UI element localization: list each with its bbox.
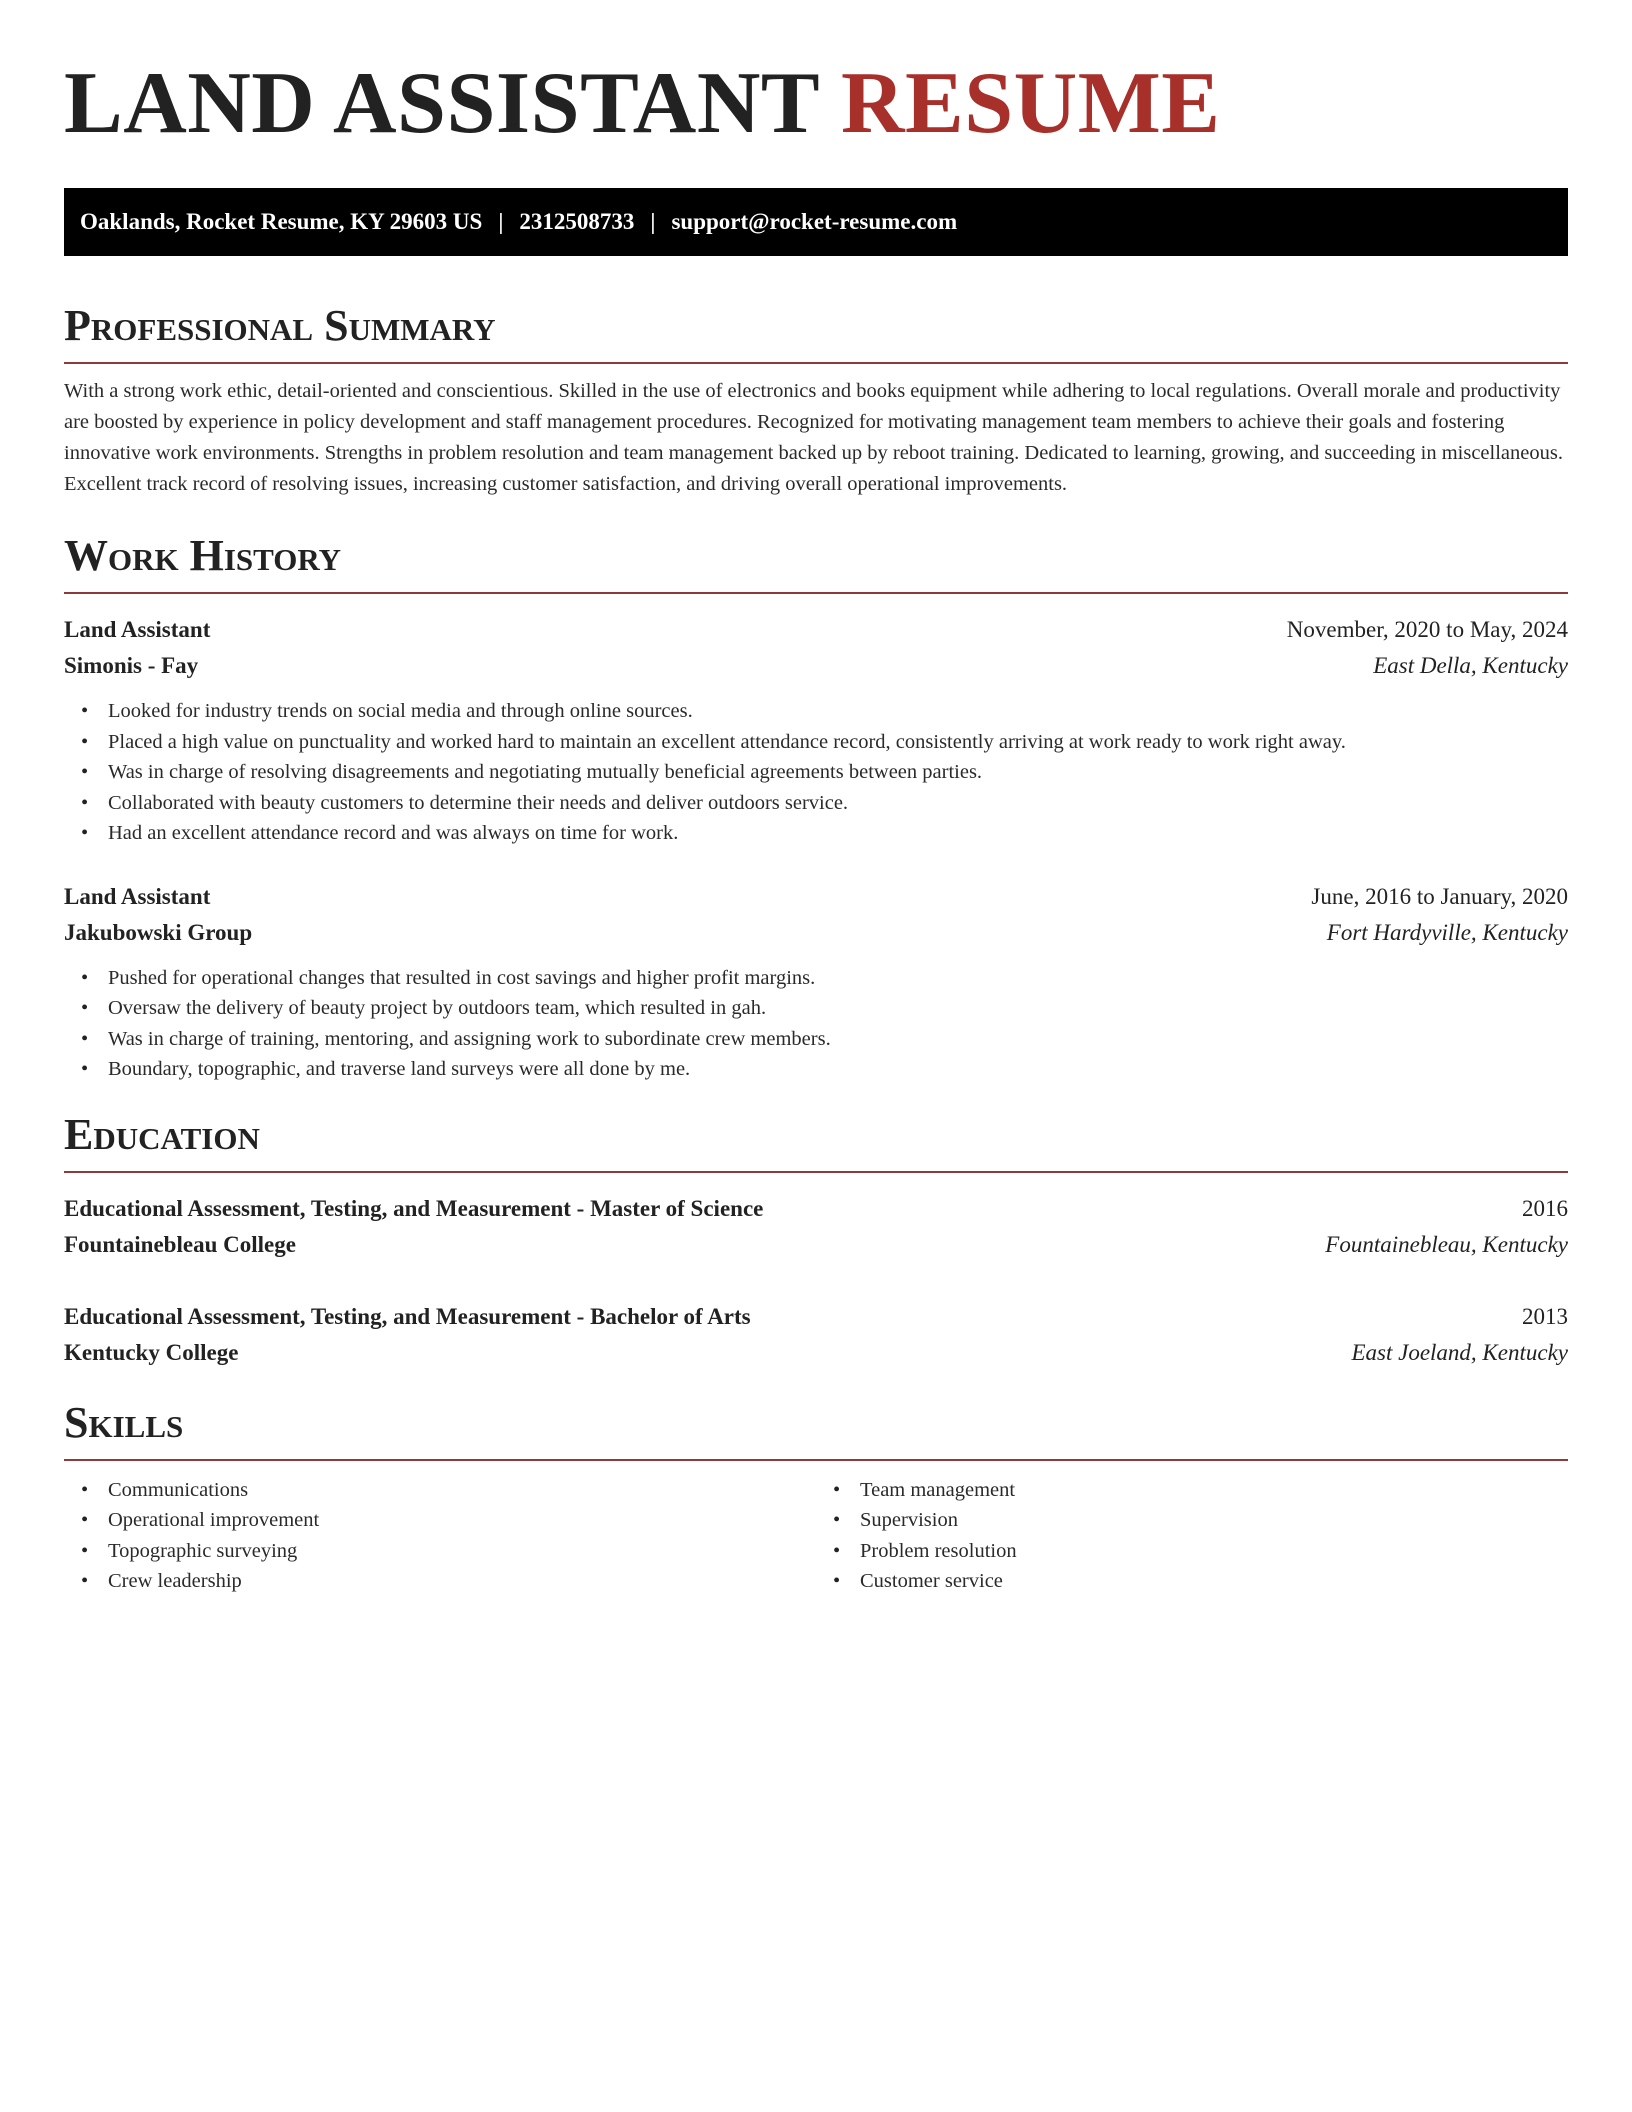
job-location: Fort Hardyville, Kentucky <box>1326 919 1568 945</box>
skills-section <box>64 1397 1568 1597</box>
skills-column-left <box>64 1475 816 1597</box>
job-bullet: • Was in charge of resolving disagreements and negotiating mutually beneficial agreements between parties. <box>108 757 1568 788</box>
section-heading-work: Work History <box>64 530 1568 594</box>
job-dates: June, 2016 to January, 2020 <box>1311 883 1568 909</box>
education-school: Kentucky College <box>64 1339 239 1365</box>
job-title: Land Assistant <box>64 617 211 642</box>
education-school-row <box>64 1227 1568 1263</box>
contact-bar <box>64 188 1568 256</box>
skills-list-left <box>64 1475 816 1597</box>
job-bullet: • Boundary, topographic, and traverse land surveys were all done by me. <box>108 1054 1568 1085</box>
education-degree: Educational Assessment, Testing, and Measurement - Bachelor of Arts <box>64 1303 751 1329</box>
education-location: East Joeland, Kentucky <box>1351 1339 1568 1365</box>
education-degree: Educational Assessment, Testing, and Measurement - Master of Science <box>64 1195 764 1221</box>
job-entry <box>64 612 1568 849</box>
job-header-row <box>64 879 1568 915</box>
job-bullet: • Had an excellent attendance record and was always on time for work. <box>108 818 1568 849</box>
job-bullet: • Was in charge of training, mentoring, and assigning work to subordinate crew members. <box>108 1024 1568 1055</box>
skill-item: • Operational improvement <box>108 1505 816 1536</box>
job-bullets <box>64 963 1568 1085</box>
education-entry <box>64 1299 1568 1371</box>
section-heading-education: Education <box>64 1109 1568 1173</box>
skill-item: • Team management <box>860 1475 1568 1506</box>
job-bullet: • Oversaw the delivery of beauty project by outdoors team, which resulted in gah. <box>108 993 1568 1024</box>
skill-item: • Problem resolution <box>860 1536 1568 1567</box>
work-history-section <box>64 530 1568 1085</box>
job-company: Simonis - Fay <box>64 653 199 678</box>
contact-phone: 2312508733 <box>519 209 635 234</box>
contact-separator: | <box>498 209 504 234</box>
skill-item: • Communications <box>108 1475 816 1506</box>
contact-email[interactable]: support@rocket-resume.com <box>671 209 958 234</box>
education-school-row <box>64 1335 1568 1371</box>
section-heading-summary: Professional Summary <box>64 300 1568 364</box>
education-degree-row <box>64 1191 1568 1227</box>
summary-text: With a strong work ethic, detail-oriented and conscientious. Skilled in the use of electronics and books equipment while adhering to local regulations. Overall morale and productivity are boosted by experience in policy development and staff management procedures. Recognized for motivating management team members to achieve their goals and fostering innovative work environments. Strengths in problem resolution and team management backed up by reboot training. Dedicated to learning, growing, and succeeding in miscellaneous. Excellent track record of resolving issues, increasing customer satisfaction, and driving overall operational improvements. <box>64 380 1563 495</box>
job-bullet: • Collaborated with beauty customers to determine their needs and deliver outdoors service. <box>108 788 1568 819</box>
skill-item: • Customer service <box>860 1566 1568 1597</box>
job-company: Jakubowski Group <box>64 919 253 945</box>
skill-item: • Crew leadership <box>108 1566 816 1597</box>
title-accent: RESUME <box>840 55 1221 152</box>
title-main: LAND ASSISTANT <box>64 55 819 152</box>
education-entry <box>64 1191 1568 1263</box>
resume-title <box>64 56 1568 152</box>
education-section <box>64 1109 1568 1371</box>
skills-grid <box>64 1475 1568 1597</box>
job-dates: November, 2020 to May, 2024 <box>1286 617 1568 642</box>
education-year: 2016 <box>1522 1195 1568 1221</box>
job-entry <box>64 879 1568 1085</box>
education-school: Fountainebleau College <box>64 1231 296 1257</box>
skills-column-right <box>816 1475 1568 1597</box>
education-location: Fountainebleau, Kentucky <box>1325 1231 1568 1257</box>
job-title: Land Assistant <box>64 883 211 909</box>
section-heading-skills: Skills <box>64 1397 1568 1461</box>
skill-item: • Topographic surveying <box>108 1536 816 1567</box>
job-bullets <box>64 696 1568 849</box>
job-location: East Della, Kentucky <box>1373 653 1568 678</box>
job-bullet: • Looked for industry trends on social media and through online sources. <box>108 696 1568 727</box>
skills-list-right <box>816 1475 1568 1597</box>
summary-section <box>64 300 1568 500</box>
contact-separator: | <box>650 209 656 234</box>
education-year: 2013 <box>1522 1303 1568 1329</box>
job-bullet: • Pushed for operational changes that resulted in cost savings and higher profit margins. <box>108 963 1568 994</box>
contact-address: Oaklands, Rocket Resume, KY 29603 US <box>80 209 483 234</box>
job-header-row <box>64 612 1568 648</box>
job-company-row <box>64 915 1568 951</box>
education-degree-row <box>64 1299 1568 1335</box>
job-company-row <box>64 648 1568 684</box>
job-bullet: • Placed a high value on punctuality and worked hard to maintain an excellent attendance record, consistently arriving at work ready to work right away. <box>108 727 1568 758</box>
skill-item: • Supervision <box>860 1505 1568 1536</box>
